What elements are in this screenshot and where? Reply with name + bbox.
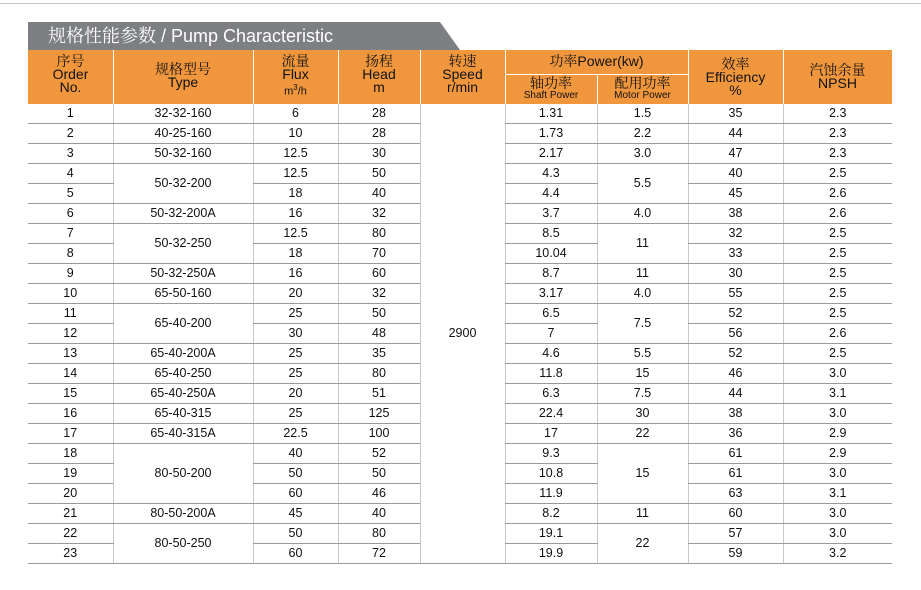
cell-order: 5: [28, 184, 113, 204]
cell-shaft-power: 4.4: [505, 184, 597, 204]
cell-shaft-power: 11.8: [505, 364, 597, 384]
cell-shaft-power: 22.4: [505, 404, 597, 424]
cell-shaft-power: 1.31: [505, 104, 597, 124]
cell-npsh: 2.5: [783, 224, 892, 244]
cell-efficiency: 38: [688, 404, 783, 424]
cell-npsh: 2.3: [783, 104, 892, 124]
cell-npsh: 2.5: [783, 164, 892, 184]
cell-flux: 16: [253, 204, 338, 224]
cell-head: 125: [338, 404, 420, 424]
cell-type: 50-32-160: [113, 144, 253, 164]
cell-npsh: 3.0: [783, 404, 892, 424]
cell-type: 50-32-250: [113, 224, 253, 264]
cell-motor-power: 1.5: [597, 104, 688, 124]
cell-npsh: 3.2: [783, 544, 892, 564]
cell-efficiency: 33: [688, 244, 783, 264]
cell-shaft-power: 6.5: [505, 304, 597, 324]
cell-speed: 2900: [420, 104, 505, 564]
cell-npsh: 2.9: [783, 444, 892, 464]
cell-order: 22: [28, 524, 113, 544]
cell-head: 32: [338, 204, 420, 224]
cell-type: 65-40-315: [113, 404, 253, 424]
cell-flux: 10: [253, 124, 338, 144]
cell-shaft-power: 1.73: [505, 124, 597, 144]
cell-motor-power: 7.5: [597, 384, 688, 404]
cell-motor-power: 15: [597, 364, 688, 384]
cell-order: 12: [28, 324, 113, 344]
cell-flux: 20: [253, 384, 338, 404]
cell-npsh: 3.1: [783, 384, 892, 404]
cell-head: 28: [338, 104, 420, 124]
cell-type: 65-40-250A: [113, 384, 253, 404]
cell-head: 48: [338, 324, 420, 344]
cell-head: 46: [338, 484, 420, 504]
cell-npsh: 2.5: [783, 284, 892, 304]
header-head: 扬程 Head m: [362, 53, 396, 95]
table-row: [28, 104, 892, 124]
cell-type: 50-32-250A: [113, 264, 253, 284]
cell-head: 60: [338, 264, 420, 284]
cell-npsh: 2.9: [783, 424, 892, 444]
cell-motor-power: 5.5: [597, 344, 688, 364]
cell-efficiency: 60: [688, 504, 783, 524]
top-rule: [0, 3, 921, 4]
cell-npsh: 3.0: [783, 504, 892, 524]
cell-motor-power: 5.5: [597, 164, 688, 204]
cell-order: 18: [28, 444, 113, 464]
cell-efficiency: 35: [688, 104, 783, 124]
cell-head: 52: [338, 444, 420, 464]
cell-head: 40: [338, 184, 420, 204]
cell-flux: 25: [253, 364, 338, 384]
cell-flux: 60: [253, 544, 338, 564]
cell-motor-power: 4.0: [597, 284, 688, 304]
cell-shaft-power: 4.3: [505, 164, 597, 184]
header-type: 规格型号 Type: [155, 61, 211, 90]
cell-efficiency: 45: [688, 184, 783, 204]
cell-flux: 25: [253, 404, 338, 424]
cell-flux: 18: [253, 184, 338, 204]
cell-order: 8: [28, 244, 113, 264]
cell-type: 80-50-200: [113, 444, 253, 504]
header-shaft-power: 轴功率 Shaft Power: [523, 75, 579, 101]
cell-motor-power: 3.0: [597, 144, 688, 164]
cell-npsh: 2.5: [783, 344, 892, 364]
cell-npsh: 3.0: [783, 464, 892, 484]
cell-head: 50: [338, 464, 420, 484]
cell-order: 20: [28, 484, 113, 504]
cell-efficiency: 32: [688, 224, 783, 244]
cell-npsh: 2.3: [783, 124, 892, 144]
cell-head: 50: [338, 164, 420, 184]
cell-efficiency: 36: [688, 424, 783, 444]
cell-flux: 22.5: [253, 424, 338, 444]
cell-motor-power: 11: [597, 504, 688, 524]
cell-order: 21: [28, 504, 113, 524]
cell-shaft-power: 8.2: [505, 504, 597, 524]
cell-type: 40-25-160: [113, 124, 253, 144]
cell-type: 65-40-200: [113, 304, 253, 344]
cell-motor-power: 11: [597, 224, 688, 264]
cell-type: 80-50-200A: [113, 504, 253, 524]
header-speed: 转速 Speed r/min: [442, 53, 483, 95]
cell-efficiency: 59: [688, 544, 783, 564]
cell-head: 80: [338, 364, 420, 384]
header-flux: 流量 Flux $m^3/h$: [281, 53, 310, 98]
header-efficiency: 效率 Efficiency %: [705, 56, 766, 98]
cell-head: 70: [338, 244, 420, 264]
cell-flux: 50: [253, 464, 338, 484]
cell-head: 80: [338, 224, 420, 244]
cell-type: 65-40-250: [113, 364, 253, 384]
cell-efficiency: 46: [688, 364, 783, 384]
cell-flux: 25: [253, 344, 338, 364]
cell-head: 51: [338, 384, 420, 404]
cell-order: 19: [28, 464, 113, 484]
cell-shaft-power: 3.7: [505, 204, 597, 224]
cell-flux: 6: [253, 104, 338, 124]
cell-efficiency: 61: [688, 444, 783, 464]
cell-flux: 30: [253, 324, 338, 344]
cell-motor-power: 22: [597, 424, 688, 444]
cell-motor-power: 15: [597, 444, 688, 504]
cell-efficiency: 57: [688, 524, 783, 544]
cell-efficiency: 47: [688, 144, 783, 164]
cell-efficiency: 55: [688, 284, 783, 304]
cell-efficiency: 40: [688, 164, 783, 184]
cell-order: 15: [28, 384, 113, 404]
page-title: 规格性能参数 / Pump Characteristic: [48, 26, 334, 46]
header-order: 序号 Order No.: [52, 53, 89, 95]
cell-head: 72: [338, 544, 420, 564]
cell-flux: 12.5: [253, 224, 338, 244]
cell-order: 10: [28, 284, 113, 304]
cell-order: 2: [28, 124, 113, 144]
cell-motor-power: 2.2: [597, 124, 688, 144]
pump-characteristic-table: [28, 104, 892, 564]
cell-shaft-power: 2.17: [505, 144, 597, 164]
cell-order: 11: [28, 304, 113, 324]
header-npsh: 汽蚀余量 NPSH: [809, 62, 866, 91]
cell-type: 50-32-200: [113, 164, 253, 204]
cell-npsh: 2.5: [783, 264, 892, 284]
cell-flux: 16: [253, 264, 338, 284]
cell-flux: 25: [253, 304, 338, 324]
cell-npsh: 2.6: [783, 184, 892, 204]
cell-npsh: 3.1: [783, 484, 892, 504]
cell-shaft-power: 4.6: [505, 344, 597, 364]
cell-efficiency: 61: [688, 464, 783, 484]
header-power-group: 功率Power(kw): [549, 53, 644, 69]
cell-order: 17: [28, 424, 113, 444]
cell-npsh: 3.0: [783, 364, 892, 384]
cell-npsh: 2.3: [783, 144, 892, 164]
cell-shaft-power: 10.04: [505, 244, 597, 264]
cell-order: 13: [28, 344, 113, 364]
cell-shaft-power: 8.5: [505, 224, 597, 244]
cell-motor-power: 7.5: [597, 304, 688, 344]
cell-efficiency: 56: [688, 324, 783, 344]
cell-head: 80: [338, 524, 420, 544]
cell-npsh: 2.5: [783, 244, 892, 264]
cell-shaft-power: 11.9: [505, 484, 597, 504]
cell-head: 40: [338, 504, 420, 524]
cell-flux: 12.5: [253, 164, 338, 184]
cell-head: 30: [338, 144, 420, 164]
cell-efficiency: 63: [688, 484, 783, 504]
header-motor-power: 配用功率 Motor Power: [614, 75, 671, 101]
cell-shaft-power: 3.17: [505, 284, 597, 304]
cell-order: 6: [28, 204, 113, 224]
cell-efficiency: 52: [688, 344, 783, 364]
cell-npsh: 2.6: [783, 204, 892, 224]
cell-motor-power: 30: [597, 404, 688, 424]
cell-head: 32: [338, 284, 420, 304]
cell-order: 7: [28, 224, 113, 244]
cell-shaft-power: 10.8: [505, 464, 597, 484]
cell-motor-power: 11: [597, 264, 688, 284]
cell-efficiency: 44: [688, 384, 783, 404]
cell-flux: 20: [253, 284, 338, 304]
cell-order: 1: [28, 104, 113, 124]
cell-order: 23: [28, 544, 113, 564]
cell-shaft-power: 19.1: [505, 524, 597, 544]
cell-npsh: 2.5: [783, 304, 892, 324]
cell-head: 50: [338, 304, 420, 324]
cell-head: 100: [338, 424, 420, 444]
cell-efficiency: 30: [688, 264, 783, 284]
cell-shaft-power: 17: [505, 424, 597, 444]
cell-type: 32-32-160: [113, 104, 253, 124]
cell-motor-power: 4.0: [597, 204, 688, 224]
cell-efficiency: 52: [688, 304, 783, 324]
cell-order: 3: [28, 144, 113, 164]
cell-shaft-power: 19.9: [505, 544, 597, 564]
cell-shaft-power: 6.3: [505, 384, 597, 404]
cell-npsh: 2.6: [783, 324, 892, 344]
cell-shaft-power: 9.3: [505, 444, 597, 464]
cell-head: 35: [338, 344, 420, 364]
cell-type: 65-40-200A: [113, 344, 253, 364]
cell-shaft-power: 8.7: [505, 264, 597, 284]
cell-type: 50-32-200A: [113, 204, 253, 224]
cell-flux: 12.5: [253, 144, 338, 164]
cell-flux: 50: [253, 524, 338, 544]
cell-order: 9: [28, 264, 113, 284]
cell-motor-power: 22: [597, 524, 688, 564]
cell-flux: 45: [253, 504, 338, 524]
cell-npsh: 3.0: [783, 524, 892, 544]
cell-type: 80-50-250: [113, 524, 253, 564]
cell-head: 28: [338, 124, 420, 144]
cell-flux: 40: [253, 444, 338, 464]
cell-type: 65-50-160: [113, 284, 253, 304]
cell-flux: 60: [253, 484, 338, 504]
cell-order: 4: [28, 164, 113, 184]
cell-shaft-power: 7: [505, 324, 597, 344]
cell-order: 16: [28, 404, 113, 424]
cell-efficiency: 38: [688, 204, 783, 224]
cell-efficiency: 44: [688, 124, 783, 144]
cell-flux: 18: [253, 244, 338, 264]
cell-order: 14: [28, 364, 113, 384]
cell-type: 65-40-315A: [113, 424, 253, 444]
